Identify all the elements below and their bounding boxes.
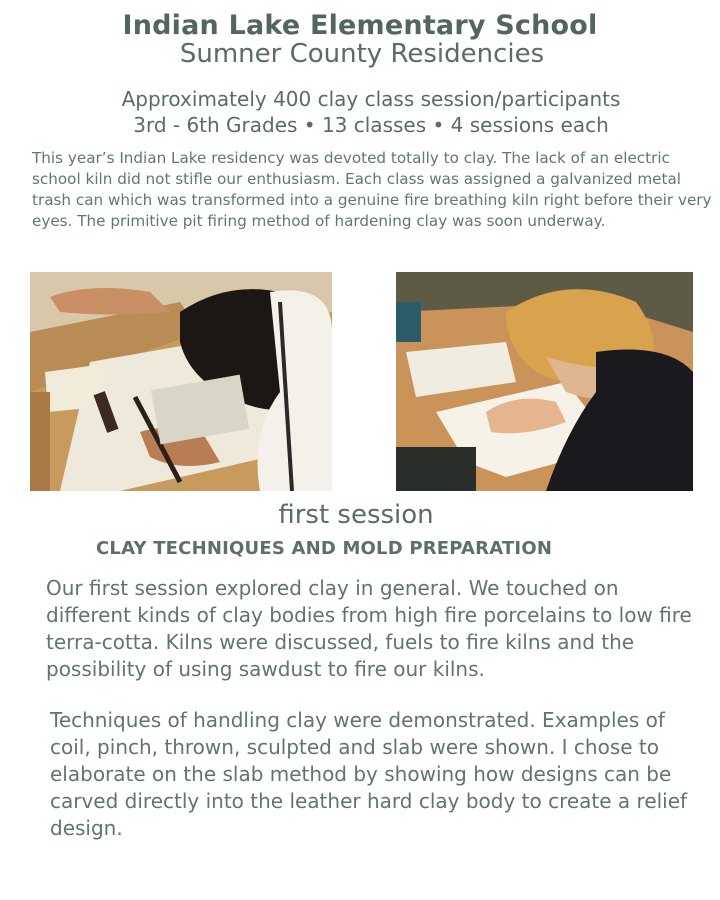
participants-line: Approximately 400 clay class session/participants xyxy=(121,87,621,111)
photo-student-carving-right xyxy=(396,272,693,491)
session-paragraph-2: Techniques of handling clay were demonstrated. Examples of coil, pinch, thrown, sculpted and slab were shown. I chose to elaborate on the slab method by showing how designs can be carved directly into the leather hard clay body to create a relief design. xyxy=(50,708,688,840)
intro-paragraph: This year’s Indian Lake residency was devoted totally to clay. The lack of an electric school kiln did not stifle our enthusiasm. Each class was assigned a galvanized metal trash can which was transformed into a genuine fire breathing kiln right before their very eyes. The primitive pit firing method of hardening clay was soon underway. xyxy=(32,149,712,230)
photo-student-carving-left xyxy=(30,272,332,491)
section-heading: CLAY TECHNIQUES AND MOLD PREPARATION xyxy=(96,538,553,559)
session-paragraph-1: Our first session explored clay in general. We touched on different kinds of clay bodies from high fire porcelains to low fire terra-cotta. Kilns were discussed, fuels to fire kilns and the possibility of using sawdust to fire our kilns. xyxy=(46,576,692,681)
grades-line: 3rd - 6th Grades • 13 classes • 4 sessions each xyxy=(133,113,609,137)
page-title: Indian Lake Elementary School xyxy=(122,10,598,41)
page-subtitle: Sumner County Residencies xyxy=(179,39,545,69)
session-label: first session xyxy=(278,500,434,530)
